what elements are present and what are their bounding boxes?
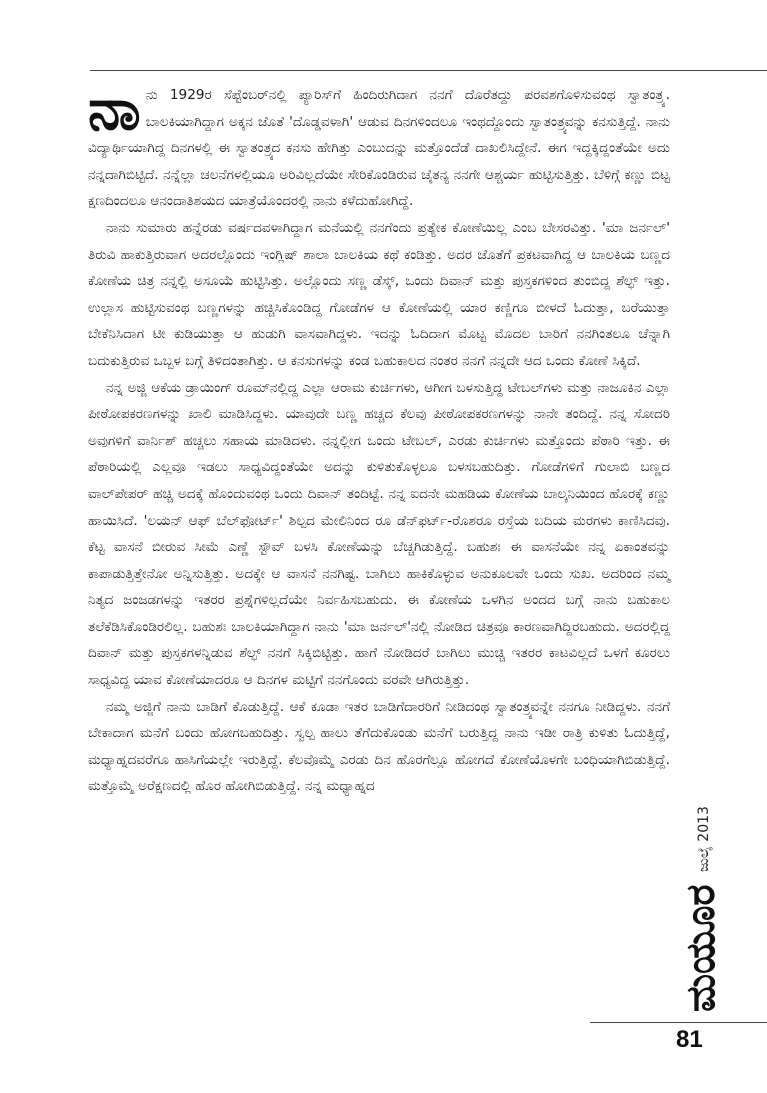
top-rule xyxy=(90,70,767,71)
page-number: 81 xyxy=(676,1026,703,1053)
magazine-logo: ಮಯೂರ xyxy=(678,884,724,1012)
issue-month: ಜುಲೈ xyxy=(696,846,712,872)
article-paragraph-2: ನಾನು ಸುಮಾರು ಹನ್ನೆರಡು ವರ್ಷದವಳಾಗಿದ್ದಾಗ ಮನೆಯಲ್ಲಿ ನನಗೆಂದು ಪ್ರತ್ಯೇಕ ಕೋಣೆಯಿಲ್ಲ ಎಂಬ ಬೇಸರವಿತ್ತು. 'ಮಾ ಜರ್ನಲ್' ತಿರುವಿ ಹಾಕುತ್ತಿರುವಾಗ ಅದರಲ್ಲೊಂದು ಇಂಗ್ಲಿಷ್ ಶಾಲಾ ಬಾಲಕಿಯ ಕಥೆ ಕಂಡಿತ್ತು. ಅದರ ಜೊತೆಗೆ ಪ್ರಕಟವಾಗಿದ್ದ ಆ ಬಾಲಕಿಯ ಬಣ್ಣದ ಕೋಣೆಯ ಚಿತ್ರ ನನ್ನಲ್ಲಿ ಅಸೂಯೆ ಹುಟ್ಟಿಸಿತ್ತು. ಅಲ್ಲೊಂದು ಸಣ್ಣ ಡೆಸ್ಕ್, ಒಂದು ದಿವಾನ್ ಮತ್ತು ಪುಸ್ತಕಗಳಿಂದ ತುಂಬಿದ್ದ ಶೆಲ್ಫ್ ಇತ್ತು. ಉಲ್ಲಾಸ ಹುಟ್ಟಿಸುವಂಥ ಬಣ್ಣಗಳನ್ನು ಹಚ್ಚಿಸಿಕೊಂಡಿದ್ದ ಗೋಡೆಗಳ ಆ ಕೋಣೆಯಲ್ಲಿ ಯಾರ ಕಣ್ಣಿಗೂ ಬೀಳದೆ ಓದುತ್ತಾ, ಬರೆಯುತ್ತಾ ಬೇಕೆನಿಸಿದಾಗ ಟೀ ಕುಡಿಯುತ್ತಾ ಆ ಹುಡುಗಿ ವಾಸವಾಗಿದ್ದಳು. ಇದನ್ನು ಓದಿದಾಗ ಮೊಟ್ಟ ಮೊದಲ ಬಾರಿಗೆ ನನಗಿಂತಲೂ ಚೆನ್ನಾಗಿ ಬದುಕುತ್ತಿರುವ ಒಬ್ಬಳ ಬಗ್ಗೆ ತಿಳಿದಂತಾಗಿತ್ತು. ಆ ಕನಸುಗಳನ್ನು ಕಂಡ ಬಹುಕಾಲದ ನಂತರ ನನಗೆ ನನ್ನದೇ ಆದ ಒಂದು ಕೋಣೆ ಸಿಕ್ಕಿದೆ. xyxy=(88,219,670,369)
article-paragraph-4: ನಮ್ಮ ಅಜ್ಜಿಗೆ ನಾನು ಬಾಡಿಗೆ ಕೊಡುತ್ತಿದ್ದೆ. ಆಕೆ ಕೂಡಾ ಇತರ ಬಾಡಿಗೆದಾರರಿಗೆ ನೀಡಿದಂಥ ಸ್ವಾತಂತ್ರ್ಯವನ್ನೇ ನನಗೂ ನೀಡಿದ್ದಳು. ನನಗೆ ಬೇಕಾದಾಗ ಮನೆಗೆ ಬಂದು ಹೋಗಬಹುದಿತ್ತು. ಸ್ವಲ್ಪ ಹಾಲು ತೆಗೆದುಕೊಂಡು ಮನೆಗೆ ಬರುತ್ತಿದ್ದ ನಾನು ಇಡೀ ರಾತ್ರಿ ಕುಳಿತು ಓದುತ್ತಿದ್ದೆ, ಮಧ್ಯಾಹ್ನದವರೆಗೂ ಹಾಸಿಗೆಯಲ್ಲೇ ಇರುತ್ತಿದ್ದೆ. ಕೆಲವೊಮ್ಮೆ ಎರಡು ದಿನ ಹೊರಗೆಲ್ಲೂ ಹೋಗದೆ ಕೋಣೆಯೊಳಗೇ ಬಂಧಿಯಾಗಿಬಿಡುತ್ತಿದ್ದೆ. ಮತ್ತೊಮ್ಮೆ ಅರೆಕ್ಷಣದಲ್ಲಿ ಹೊರ ಹೋಗಿಬಿಡುತ್ತಿದ್ದೆ. ನನ್ನ ಮಧ್ಯಾಹ್ನದ xyxy=(88,698,670,795)
article-paragraph-3: ನನ್ನ ಅಜ್ಜಿ ಆಕೆಯ ಡ್ರಾಯಿಂಗ್ ರೂಮ್‌ನಲ್ಲಿದ್ದ ಎಲ್ಲಾ ಆರಾಮ ಕುರ್ಚಿಗಳು, ಆಗೀಗ ಬಳಸುತ್ತಿದ್ದ ಟೇಬಲ್‌ಗಳು ಮತ್ತು ನಾಜೂಕಿನ ಎಲ್ಲಾ ಪೀಠೋಪಕರಣಗಳನ್ನು ಖಾಲಿ ಮಾಡಿಸಿದ್ದಳು. ಯಾವುದೇ ಬಣ್ಣ ಹಚ್ಚದ ಕೆಲವು ಪೀಠೋಪಕರಣಗಳನ್ನು ನಾನೇ ತಂದಿದ್ದೆ. ನನ್ನ ಸೋದರಿ ಅವುಗಳಿಗೆ ವಾರ್ನಿಶ್ ಹಚ್ಚಲು ಸಹಾಯ ಮಾಡಿದಳು. ನನ್ನಲ್ಲೀಗ ಒಂದು ಟೇಬಲ್, ಎರಡು ಕುರ್ಚಿಗಳು ಮತ್ತೊಂದು ಪೆಠಾರಿ ಇತ್ತು. ಈ ಪೆಠಾರಿಯಲ್ಲಿ ಎಲ್ಲವೂ ಇಡಲು ಸಾಧ್ಯವಿದ್ದಂತೆಯೇ ಅದನ್ನು ಕುಳಿತುಕೊಳ್ಳಲೂ ಬಳಸಬಹುದಿತ್ತು. ಗೋಡೆಗಳಿಗೆ ಗುಲಾಬಿ ಬಣ್ಣದ ವಾಲ್‌ಪೇಪರ್ ಹಚ್ಚಿ ಅದಕ್ಕೆ ಹೊಂದುವಂಥ ಒಂದು ದಿವಾನ್ ತಂದಿಟ್ಟೆ. ನನ್ನ ಐದನೇ ಮಹಡಿಯ ಕೋಣೆಯ ಬಾಲ್ಕನಿಯಿಂದ ಹೊರಕ್ಕೆ ಕಣ್ಣು ಹಾಯಿಸಿದೆ. 'ಲಯನ್ ಆಫ್ ಬೆಲ್‌ಫೋರ್ಟ್' ಶಿಲ್ಪದ ಮೇಲಿನಿಂದ ರೂ ಡೆನ್‌ಫರ್ಟ್-ರೊಶರೂ ರಸ್ತೆಯ ಬದಿಯ ಮರಗಳು ಕಾಣಿಸಿದವು. ಕೆಟ್ಟ ವಾಸನೆ ಬೀರುವ ಸೀಮೆ ಎಣ್ಣೆ ಸ್ಟೌವ್ ಬಳಸಿ ಕೋಣೆಯನ್ನು ಬೆಚ್ಚಗಿಡುತ್ತಿದ್ದೆ. ಬಹುಶಃ ಈ ವಾಸನೆಯೇ ನನ್ನ ಏಕಾಂತವನ್ನು ಕಾಪಾಡುತ್ತಿತ್ತೇನೋ ಅನ್ನಿಸುತ್ತಿತ್ತು. ಅದಕ್ಕೇ ಆ ವಾಸನೆ ನನಗಿಷ್ಟ. ಬಾಗಿಲು ಹಾಕಿಕೊಳ್ಳುವ ಅನುಕೂಲವೇ ಒಂದು ಸುಖ. ಅದರಿಂದ ನಮ್ಮ ನಿತ್ಯದ ಜಂಜಡಗಳನ್ನು ಇತರರ ಪ್ರಶ್ನೆಗಳಿಲ್ಲದೆಯೇ ನಿರ್ವಹಿಸಬಹುದು. ಈ ಕೋಣೆಯ ಒಳಗಿನ ಅಂದದ ಬಗ್ಗೆ ನಾನು ಬಹುಕಾಲ ತಲೆಕೆಡಿಸಿಕೊಂಡಿರಲಿಲ್ಲ. ಬಹುಶಃ ಬಾಲಕಿಯಾಗಿದ್ದಾಗ ನಾನು 'ಮಾ ಜರ್ನಲ್'ನಲ್ಲಿ ನೋಡಿದ ಚಿತ್ರವೂ ಕಾರಣವಾಗಿದ್ದಿರಬಹುದು. ಅದರಲ್ಲಿದ್ದ ದಿವಾನ್ ಮತ್ತು ಪುಸ್ತಕಗಳನ್ನಿಡುವ ಶೆಲ್ಫ್ ನನಗೆ ಸಿಕ್ಕಿಬಿಟ್ಟಿತ್ತು. ಹಾಗೆ ನೋಡಿದರೆ ಬಾಗಿಲು ಮುಚ್ಚಿ ಇತರರ ಕಾಟವಿಲ್ಲದೆ ಒಳಗೆ ಕೂರಲು ಸಾಧ್ಯವಿದ್ದ ಯಾವ ಕೋಣೆಯಾದರೂ ಆ ದಿನಗಳ ಮಟ್ಟಿಗೆ ನನಗೊಂದು ವರವೇ ಆಗಿರುತ್ತಿತ್ತು. xyxy=(88,379,670,689)
article-paragraph-1 xyxy=(88,75,670,215)
bottom-rule xyxy=(590,1022,767,1023)
issue-date xyxy=(696,806,712,872)
paragraph-text: ನು 1929ರ ಸೆಪ್ಟೆಂಬರ್‌ನಲ್ಲಿ ಪ್ಯಾರಿಸ್‌ಗೆ ಹಿಂದಿರುಗಿದಾಗ ನನಗೆ ದೊರೆತದ್ದು ಪರವಶಗೊಳಿಸುವಂಥ ಸ್ವಾತಂತ್ರ್ಯ. ಬಾಲಕಿಯಾಗಿದ್ದಾಗ ಅಕ್ಕನ ಜೊತೆ 'ದೊಡ್ಡವಳಾಗಿ' ಆಡುವ ದಿನಗಳಿಂದಲೂ ಇಂಥದ್ದೊಂದು ಸ್ವಾತಂತ್ರ್ಯವನ್ನು ಕನಸುತ್ತಿದ್ದೆ. ನಾನು ವಿದ್ಯಾರ್ಥಿಯಾಗಿದ್ದ ದಿನಗಳಲ್ಲಿ ಈ ಸ್ವಾತಂತ್ರ್ಯದ ಕನಸು ಹೇಗಿತ್ತು ಎಂಬುದನ್ನು ಮತ್ತೊಂದೆಡೆ ದಾಖಲಿಸಿದ್ದೇನೆ. ಈಗ ಇದ್ದಕ್ಕಿದ್ದಂತೆಯೇ ಅದು ನನ್ನದಾಗಿಬಿಟ್ಟಿದೆ. ನನ್ನೆಲ್ಲಾ ಚಲನೆಗಳಲ್ಲಿಯೂ ಅರಿವಿಲ್ಲದೆಯೇ ಸೇರಿಕೊಂಡಿರುವ ಚೈತನ್ಯ ನನಗೇ ಆಶ್ಚರ್ಯ ಹುಟ್ಟಿಸುತ್ತಿತ್ತು. ಬೆಳಿಗ್ಗೆ ಕಣ್ಣು ಬಿಟ್ಟ ಕ್ಷಣದಿಂದಲೂ ಆನಂದಾತಿಶಯದ ಯಾತ್ರೆಯೊಂದರಲ್ಲಿ ನಾನು ಕಳೆದುಹೋಗಿದ್ದೆ. xyxy=(88,87,670,210)
drop-cap: ನಾ xyxy=(88,75,138,143)
article-body xyxy=(88,75,670,800)
issue-year: 2013 xyxy=(696,806,712,842)
